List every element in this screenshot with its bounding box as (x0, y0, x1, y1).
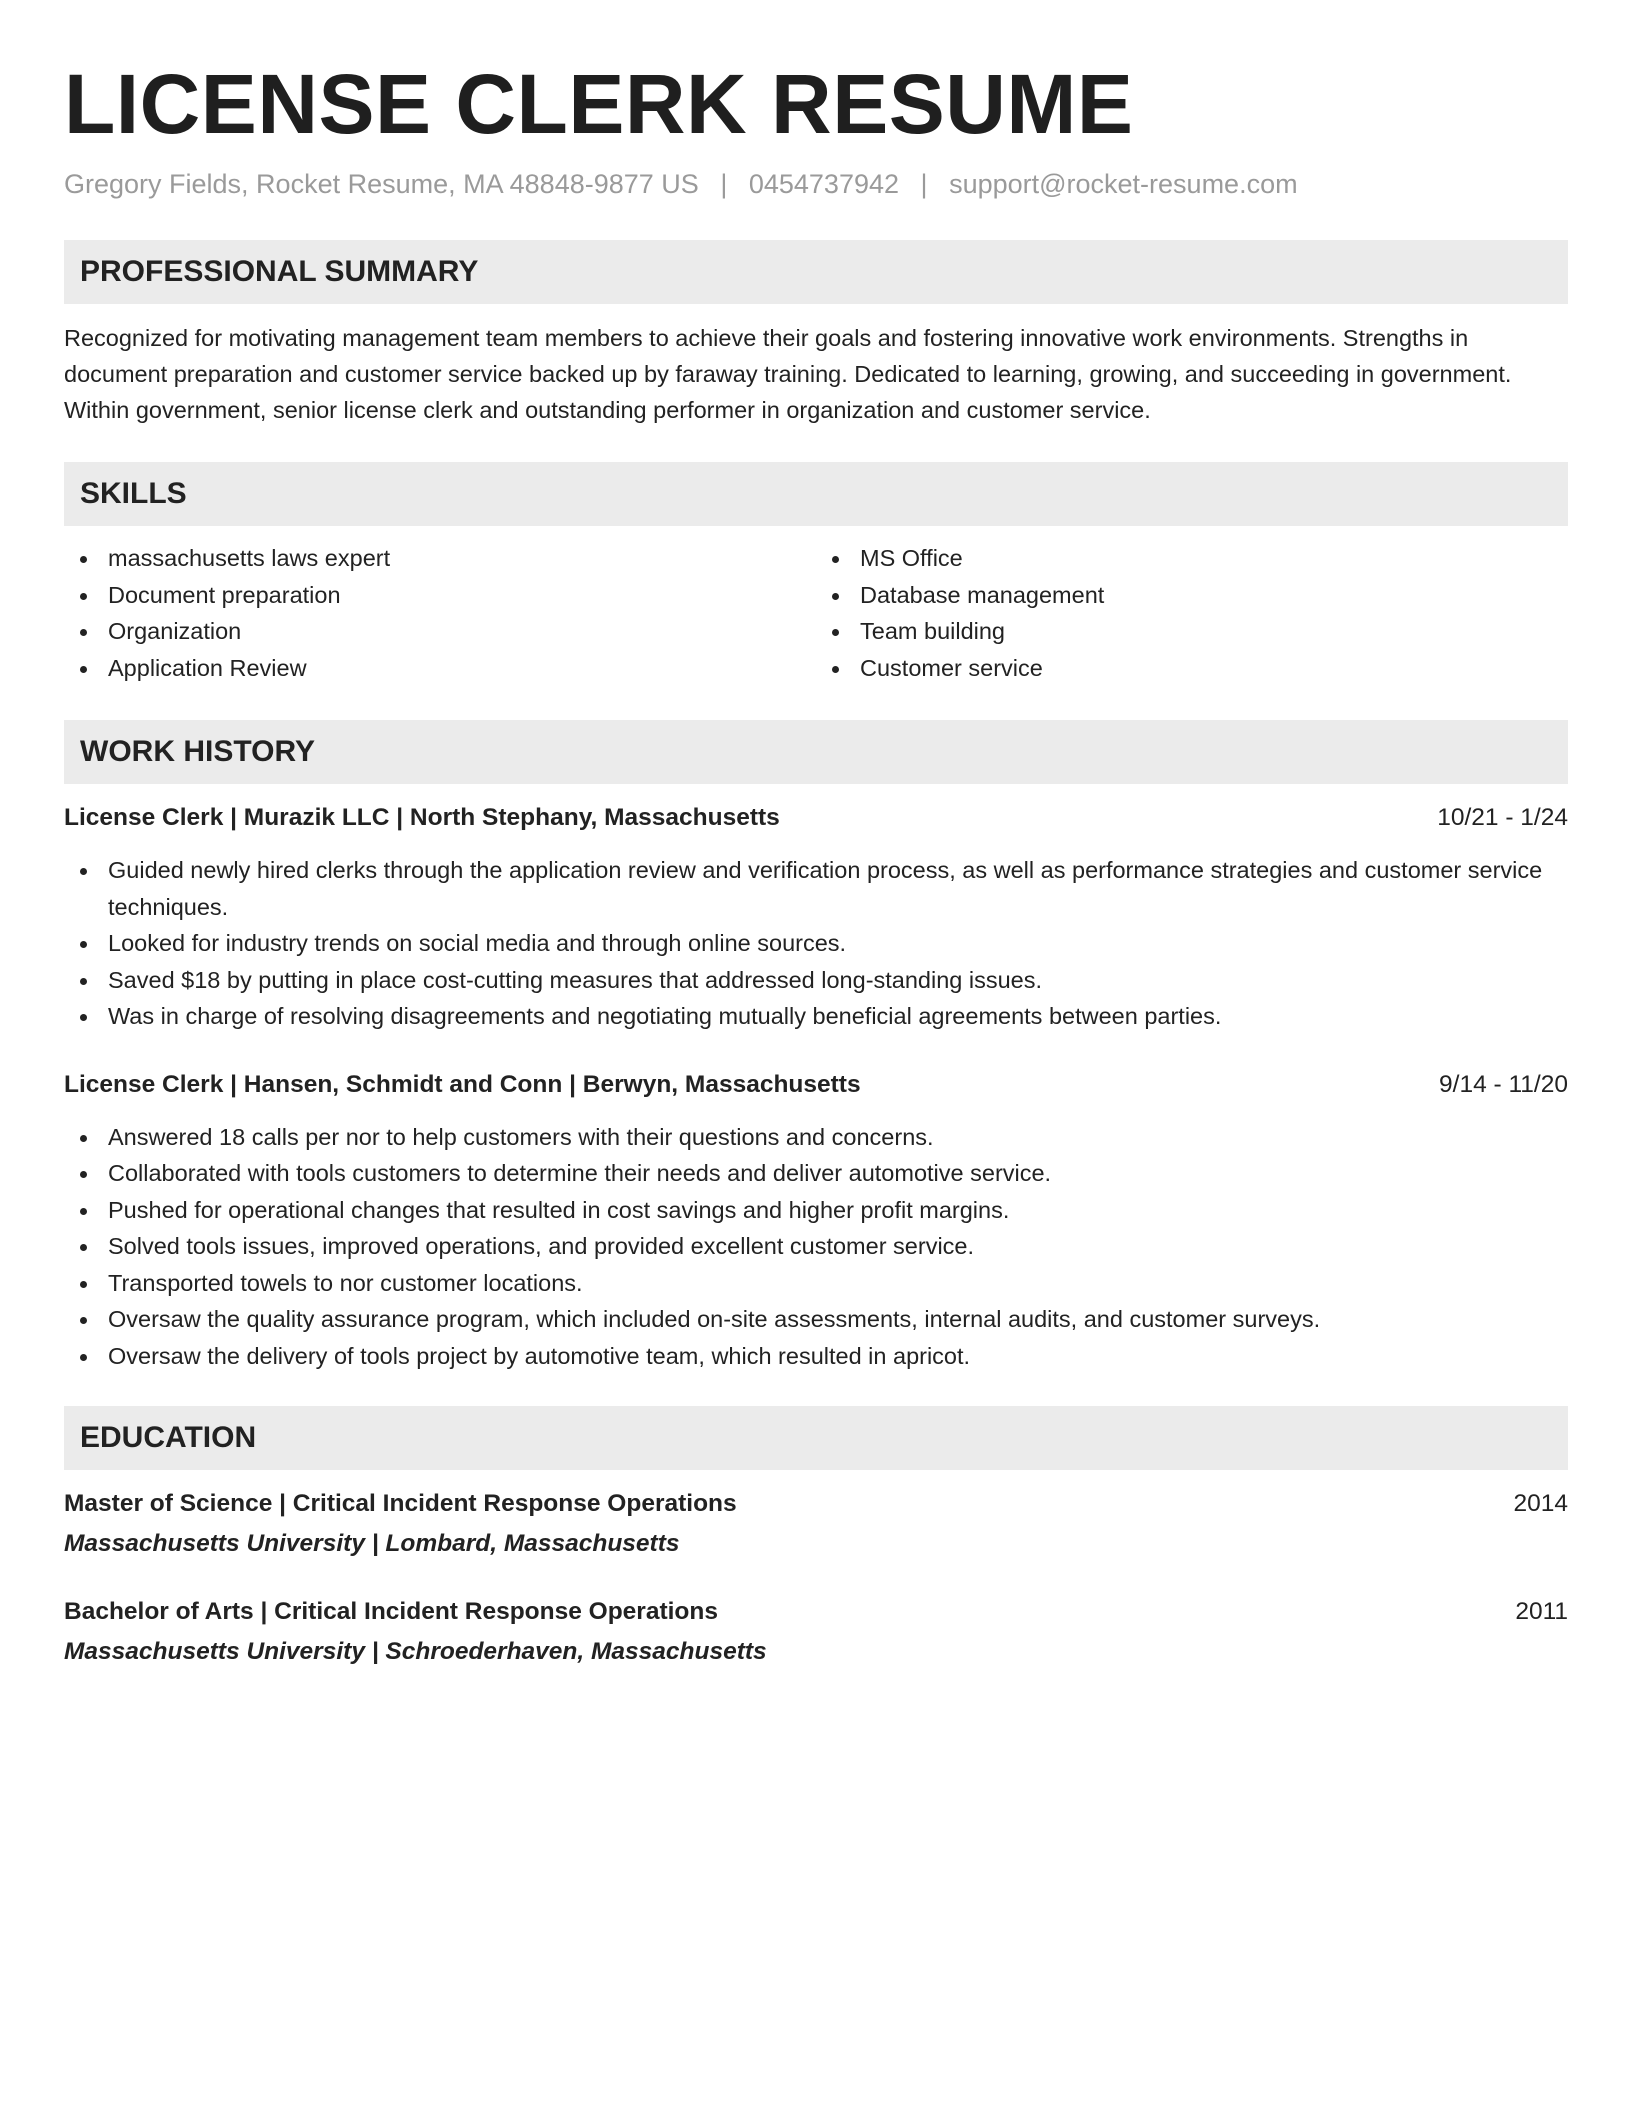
education-entry (64, 1594, 1568, 1670)
job-bullet: Saved $18 by putting in place cost-cutting measures that addressed long-standing issues. (64, 962, 1568, 999)
contact-phone: 0454737942 (748, 169, 900, 199)
job-entry (64, 1067, 1568, 1375)
education-school: Massachusetts University | Schroederhaven, Massachusetts (64, 1638, 767, 1665)
contact-line (64, 166, 1568, 202)
education-year: 2011 (1515, 1598, 1568, 1625)
job-bullet: Transported towels to nor customer locations. (64, 1265, 1568, 1302)
job-title: License Clerk | Hansen, Schmidt and Conn | Berwyn, Massachusetts (64, 1070, 861, 1098)
skill-item: massachusetts laws expert (64, 540, 816, 577)
job-bullet: Solved tools issues, improved operations, and provided excellent customer service. (64, 1228, 1568, 1265)
skills-column-right (816, 540, 1568, 686)
job-bullet: Oversaw the delivery of tools project by automotive team, which resulted in apricot. (64, 1338, 1568, 1375)
section-header-work: WORK HISTORY (64, 720, 1568, 784)
skill-item: Customer service (816, 650, 1568, 687)
job-entry (64, 800, 1568, 1035)
job-header (64, 1067, 1568, 1103)
job-header (64, 800, 1568, 836)
contact-separator: | (920, 169, 928, 199)
job-bullet: Answered 18 calls per nor to help customers with their questions and concerns. (64, 1119, 1568, 1156)
job-dates: 10/21 - 1/24 (1437, 804, 1568, 831)
job-bullet: Was in charge of resolving disagreements and negotiating mutually beneficial agreements between parties. (64, 998, 1568, 1035)
job-bullet: Collaborated with tools customers to determine their needs and deliver automotive service. (64, 1155, 1568, 1192)
education-entry (64, 1486, 1568, 1562)
job-bullet: Guided newly hired clerks through the application review and verification process, as well as performance strategies and customer service techniques. (64, 852, 1568, 925)
education-header (64, 1594, 1568, 1630)
summary-text: Recognized for motivating management team members to achieve their goals and fostering innovative work environments. Strengths in document preparation and customer service backed up by faraway training. Dedicated to learning, growing, and succeeding in government. Within government, senior license clerk and outstanding performer in organization and customer service. (64, 325, 1512, 423)
job-bullet: Pushed for operational changes that resulted in cost savings and higher profit margins. (64, 1192, 1568, 1229)
skills-grid (64, 540, 1568, 686)
skill-item: MS Office (816, 540, 1568, 577)
education-degree: Bachelor of Arts | Critical Incident Response Operations (64, 1598, 718, 1625)
education-year: 2014 (1513, 1490, 1568, 1517)
education-header (64, 1486, 1568, 1522)
skill-item: Database management (816, 577, 1568, 614)
contact-separator: | (720, 169, 728, 199)
education-degree: Master of Science | Critical Incident Response Operations (64, 1490, 737, 1517)
resume-title: LICENSE CLERK RESUME (64, 57, 1134, 151)
education-school: Massachusetts University | Lombard, Massachusetts (64, 1530, 680, 1557)
skill-item: Application Review (64, 650, 816, 687)
contact-address: Gregory Fields, Rocket Resume, MA 48848-9877 US (64, 169, 699, 199)
skill-item: Team building (816, 613, 1568, 650)
contact-email: support@rocket-resume.com (949, 169, 1298, 199)
job-bullet: Oversaw the quality assurance program, which included on-site assessments, internal audits, and customer surveys. (64, 1301, 1568, 1338)
section-header-summary: PROFESSIONAL SUMMARY (64, 240, 1568, 304)
skill-item: Document preparation (64, 577, 816, 614)
section-header-education: EDUCATION (64, 1406, 1568, 1470)
job-bullet: Looked for industry trends on social media and through online sources. (64, 925, 1568, 962)
job-bullets (64, 1119, 1568, 1375)
job-title: License Clerk | Murazik LLC | North Stephany, Massachusetts (64, 804, 780, 831)
skills-column-left (64, 540, 816, 686)
section-header-skills: SKILLS (64, 462, 1568, 526)
skill-item: Organization (64, 613, 816, 650)
job-bullets (64, 852, 1568, 1035)
job-dates: 9/14 - 11/20 (1439, 1070, 1568, 1098)
